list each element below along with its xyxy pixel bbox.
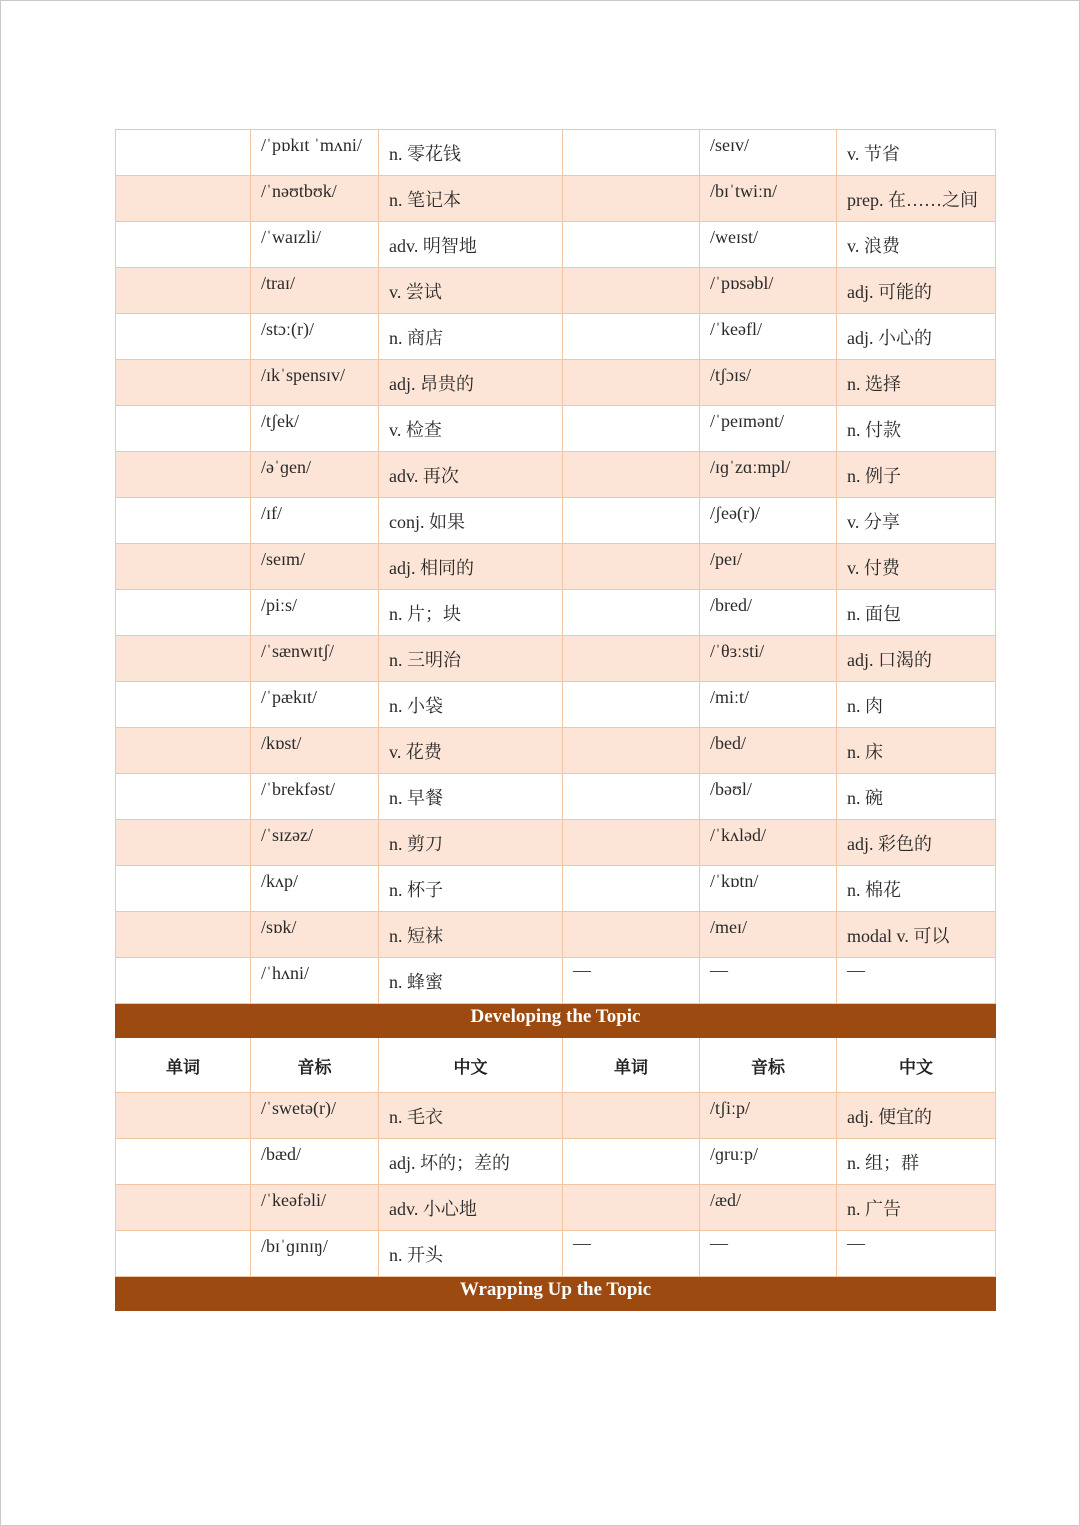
phonetic-cell: /ɡruːp/ (700, 1139, 837, 1185)
chinese-cell: v. 检查 (379, 406, 563, 452)
word-cell (116, 866, 251, 912)
word-cell (563, 360, 700, 406)
phonetic-cell: /ˈkeəfl/ (700, 314, 837, 360)
phonetic-cell: /ˈkeəfəli/ (251, 1185, 379, 1231)
chinese-cell: n. 例子 (837, 452, 996, 498)
chinese-cell: n. 毛衣 (379, 1093, 563, 1139)
word-cell (116, 774, 251, 820)
table-row (116, 314, 996, 360)
phonetic-cell: /ˈsænwɪtʃ/ (251, 636, 379, 682)
phonetic-cell: /ʃeə(r)/ (700, 498, 837, 544)
vocabulary-table (115, 129, 996, 1311)
word-cell (563, 176, 700, 222)
phonetic-cell: /bɪˈtwiːn/ (700, 176, 837, 222)
word-cell (563, 682, 700, 728)
empty-dash-cell: — (837, 1231, 996, 1277)
word-cell (563, 820, 700, 866)
column-header-chinese: 中文 (379, 1038, 563, 1093)
empty-dash-cell: — (563, 958, 700, 1004)
phonetic-cell: /bəʊl/ (700, 774, 837, 820)
phonetic-cell: /weɪst/ (700, 222, 837, 268)
word-cell (563, 728, 700, 774)
chinese-cell: prep. 在……之间 (837, 176, 996, 222)
phonetic-cell: /ˈpɒkɪt ˈmʌni/ (251, 130, 379, 176)
table-row (116, 590, 996, 636)
vocabulary-table-body (116, 130, 996, 1311)
chinese-cell: adj. 昂贵的 (379, 360, 563, 406)
word-cell (563, 452, 700, 498)
phonetic-cell: /ˈsɪzəz/ (251, 820, 379, 866)
chinese-cell: adj. 可能的 (837, 268, 996, 314)
chinese-cell: adj. 彩色的 (837, 820, 996, 866)
chinese-cell: n. 付款 (837, 406, 996, 452)
chinese-cell: n. 碗 (837, 774, 996, 820)
empty-dash-cell: — (837, 958, 996, 1004)
word-cell (116, 498, 251, 544)
table-row (116, 498, 996, 544)
chinese-cell: n. 床 (837, 728, 996, 774)
phonetic-cell: /bæd/ (251, 1139, 379, 1185)
column-header-phonetic: 音标 (700, 1038, 837, 1093)
phonetic-cell: /ˈbrekfəst/ (251, 774, 379, 820)
word-cell (563, 1093, 700, 1139)
word-cell (116, 222, 251, 268)
chinese-cell: conj. 如果 (379, 498, 563, 544)
phonetic-cell: /ˈpɒsəbl/ (700, 268, 837, 314)
word-cell (116, 406, 251, 452)
word-cell (116, 728, 251, 774)
table-row (116, 682, 996, 728)
phonetic-cell: /seɪm/ (251, 544, 379, 590)
word-cell (116, 682, 251, 728)
phonetic-cell: /meɪ/ (700, 912, 837, 958)
chinese-cell: adj. 相同的 (379, 544, 563, 590)
word-cell (563, 912, 700, 958)
chinese-cell: v. 浪费 (837, 222, 996, 268)
phonetic-cell: /sɒk/ (251, 912, 379, 958)
table-row (116, 1093, 996, 1139)
column-header-phonetic: 音标 (251, 1038, 379, 1093)
section-header-wrapping (116, 1277, 996, 1311)
chinese-cell: n. 早餐 (379, 774, 563, 820)
phonetic-cell: /kʌp/ (251, 866, 379, 912)
phonetic-cell: /tʃek/ (251, 406, 379, 452)
table-row (116, 820, 996, 866)
word-cell (116, 176, 251, 222)
phonetic-cell: /ˈθɜːsti/ (700, 636, 837, 682)
phonetic-cell: /æd/ (700, 1185, 837, 1231)
column-header-word: 单词 (563, 1038, 700, 1093)
phonetic-cell: /kɒst/ (251, 728, 379, 774)
phonetic-cell: /miːt/ (700, 682, 837, 728)
chinese-cell: adv. 小心地 (379, 1185, 563, 1231)
empty-dash-cell: — (700, 958, 837, 1004)
phonetic-cell: /traɪ/ (251, 268, 379, 314)
word-cell (563, 1139, 700, 1185)
phonetic-cell: /ˈhʌni/ (251, 958, 379, 1004)
chinese-cell: n. 棉花 (837, 866, 996, 912)
chinese-cell: n. 商店 (379, 314, 563, 360)
chinese-cell: adj. 口渴的 (837, 636, 996, 682)
phonetic-cell: /seɪv/ (700, 130, 837, 176)
chinese-cell: v. 节省 (837, 130, 996, 176)
table-row (116, 130, 996, 176)
chinese-cell: n. 小袋 (379, 682, 563, 728)
chinese-cell: n. 面包 (837, 590, 996, 636)
chinese-cell: n. 剪刀 (379, 820, 563, 866)
table-row (116, 774, 996, 820)
chinese-cell: n. 广告 (837, 1185, 996, 1231)
phonetic-cell: /ɪɡˈzɑːmpl/ (700, 452, 837, 498)
table-row (116, 406, 996, 452)
word-cell (563, 590, 700, 636)
chinese-cell: n. 片；块 (379, 590, 563, 636)
table-row (116, 1185, 996, 1231)
word-cell (563, 866, 700, 912)
phonetic-cell: /əˈɡen/ (251, 452, 379, 498)
word-cell (116, 360, 251, 406)
word-cell (116, 1231, 251, 1277)
word-cell (563, 406, 700, 452)
section-title: Developing the Topic (116, 1004, 996, 1038)
column-header-chinese: 中文 (837, 1038, 996, 1093)
chinese-cell: adj. 坏的；差的 (379, 1139, 563, 1185)
table-row (116, 958, 996, 1004)
chinese-cell: v. 花费 (379, 728, 563, 774)
chinese-cell: v. 付费 (837, 544, 996, 590)
phonetic-cell: /ɪkˈspensɪv/ (251, 360, 379, 406)
word-cell (116, 590, 251, 636)
word-cell (563, 1185, 700, 1231)
table-row (116, 1139, 996, 1185)
word-cell (563, 268, 700, 314)
chinese-cell: adj. 小心的 (837, 314, 996, 360)
chinese-cell: v. 尝试 (379, 268, 563, 314)
phonetic-cell: /peɪ/ (700, 544, 837, 590)
table-row (116, 452, 996, 498)
word-cell (563, 544, 700, 590)
word-cell (116, 912, 251, 958)
chinese-cell: n. 零花钱 (379, 130, 563, 176)
word-cell (563, 222, 700, 268)
table-row (116, 268, 996, 314)
chinese-cell: n. 笔记本 (379, 176, 563, 222)
chinese-cell: n. 肉 (837, 682, 996, 728)
phonetic-cell: /piːs/ (251, 590, 379, 636)
word-cell (116, 636, 251, 682)
chinese-cell: n. 组；群 (837, 1139, 996, 1185)
chinese-cell: n. 蜂蜜 (379, 958, 563, 1004)
phonetic-cell: /tʃiːp/ (700, 1093, 837, 1139)
phonetic-cell: /ɪf/ (251, 498, 379, 544)
phonetic-cell: /ˈpækɪt/ (251, 682, 379, 728)
phonetic-cell: /bed/ (700, 728, 837, 774)
phonetic-cell: /bɪˈɡɪnɪŋ/ (251, 1231, 379, 1277)
chinese-cell: v. 分享 (837, 498, 996, 544)
phonetic-cell: /ˈswetə(r)/ (251, 1093, 379, 1139)
chinese-cell: n. 开头 (379, 1231, 563, 1277)
column-header-row (116, 1038, 996, 1093)
word-cell (116, 130, 251, 176)
phonetic-cell: /ˈnəʊtbʊk/ (251, 176, 379, 222)
phonetic-cell: /bred/ (700, 590, 837, 636)
phonetic-cell: /ˈkʌləd/ (700, 820, 837, 866)
chinese-cell: n. 杯子 (379, 866, 563, 912)
phonetic-cell: /stɔː(r)/ (251, 314, 379, 360)
chinese-cell: n. 三明治 (379, 636, 563, 682)
phonetic-cell: /ˈwaɪzli/ (251, 222, 379, 268)
table-row (116, 1231, 996, 1277)
word-cell (116, 1185, 251, 1231)
section-header-developing (116, 1004, 996, 1038)
table-row (116, 728, 996, 774)
phonetic-cell: /tʃɔɪs/ (700, 360, 837, 406)
word-cell (563, 498, 700, 544)
table-row (116, 176, 996, 222)
chinese-cell: n. 短袜 (379, 912, 563, 958)
table-row (116, 636, 996, 682)
word-cell (116, 1093, 251, 1139)
word-cell (563, 130, 700, 176)
chinese-cell: n. 选择 (837, 360, 996, 406)
word-cell (563, 636, 700, 682)
table-row (116, 866, 996, 912)
word-cell (116, 958, 251, 1004)
chinese-cell: adj. 便宜的 (837, 1093, 996, 1139)
phonetic-cell: /ˈpeɪmənt/ (700, 406, 837, 452)
chinese-cell: adv. 明智地 (379, 222, 563, 268)
word-cell (116, 314, 251, 360)
word-cell (116, 268, 251, 314)
word-cell (563, 774, 700, 820)
word-cell (116, 820, 251, 866)
table-row (116, 360, 996, 406)
word-cell (116, 452, 251, 498)
word-cell (563, 314, 700, 360)
word-cell (116, 1139, 251, 1185)
chinese-cell: modal v. 可以 (837, 912, 996, 958)
table-row (116, 912, 996, 958)
word-cell (116, 544, 251, 590)
table-row (116, 222, 996, 268)
phonetic-cell: /ˈkɒtn/ (700, 866, 837, 912)
column-header-word: 单词 (116, 1038, 251, 1093)
table-row (116, 544, 996, 590)
empty-dash-cell: — (700, 1231, 837, 1277)
section-title: Wrapping Up the Topic (116, 1277, 996, 1311)
chinese-cell: adv. 再次 (379, 452, 563, 498)
empty-dash-cell: — (563, 1231, 700, 1277)
